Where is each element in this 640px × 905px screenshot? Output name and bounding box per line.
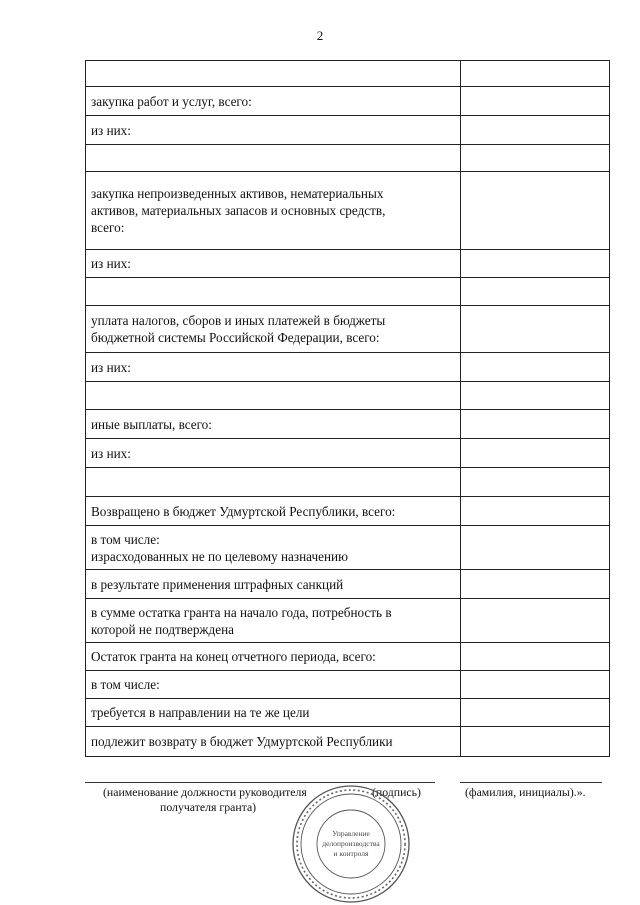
row-label	[86, 468, 461, 497]
row-label	[86, 145, 461, 172]
name-caption: (фамилия, инициалы).».	[465, 785, 586, 799]
row-value	[460, 87, 609, 116]
official-stamp	[290, 783, 412, 905]
row-value	[460, 172, 609, 250]
table-row	[86, 468, 610, 497]
table-row	[86, 643, 610, 671]
table-row	[86, 172, 610, 250]
row-label	[86, 382, 461, 410]
table-row	[86, 570, 610, 599]
row-value	[460, 497, 609, 526]
signature-caption: (подпись)	[372, 785, 421, 799]
row-value	[460, 643, 609, 671]
table-row	[86, 145, 610, 172]
row-value	[460, 278, 609, 306]
table-row	[86, 250, 610, 278]
row-label: в сумме остатка гранта на начало года, потребность в которой не подтверждена	[86, 599, 461, 643]
row-value	[460, 570, 609, 599]
position-caption-line1: (наименование должности руководителя	[103, 785, 307, 799]
row-value	[460, 306, 609, 353]
table-row	[86, 353, 610, 382]
row-value	[460, 699, 609, 727]
row-label: в результате применения штрафных санкций	[86, 570, 461, 599]
table-row	[86, 382, 610, 410]
table-row	[86, 699, 610, 727]
grant-report-table	[85, 60, 610, 757]
row-label: иные выплаты, всего:	[86, 410, 461, 439]
row-value	[460, 671, 609, 699]
row-value	[460, 145, 609, 172]
row-value	[460, 250, 609, 278]
position-caption-line2: получателя гранта)	[160, 800, 257, 814]
page-number: 2	[316, 28, 324, 43]
stamp-line1: Управление	[332, 829, 370, 838]
row-value	[460, 727, 609, 757]
table-row	[86, 439, 610, 468]
row-value	[460, 353, 609, 382]
row-value	[460, 410, 609, 439]
table-row	[86, 116, 610, 145]
row-label: Остаток гранта на конец отчетного периода, всего:	[86, 643, 461, 671]
table-row	[86, 671, 610, 699]
table-row	[86, 87, 610, 116]
row-label: Возвращено в бюджет Удмуртской Республики, всего:	[86, 497, 461, 526]
row-label: в том числе: израсходованных не по целевому назначению	[86, 526, 461, 570]
table-row	[86, 61, 610, 87]
table-row	[86, 410, 610, 439]
row-label: закупка непроизведенных активов, нематериальных активов, материальных запасов и основных средств, всего:	[86, 172, 461, 250]
table-row	[86, 727, 610, 757]
row-label	[86, 61, 461, 87]
row-label: уплата налогов, сборов и иных платежей в бюджеты бюджетной системы Российской Федерации, всего:	[86, 306, 461, 353]
row-label: из них:	[86, 250, 461, 278]
stamp-line2: делопроизводства	[322, 839, 380, 848]
table-row	[86, 599, 610, 643]
row-value	[460, 599, 609, 643]
row-value	[460, 382, 609, 410]
row-label: в том числе:	[86, 671, 461, 699]
row-value	[460, 61, 609, 87]
table-row	[86, 497, 610, 526]
row-value	[460, 116, 609, 145]
table-row	[86, 306, 610, 353]
row-label: из них:	[86, 353, 461, 382]
stamp-line3: и контроля	[333, 849, 369, 858]
row-label: из них:	[86, 116, 461, 145]
row-label	[86, 278, 461, 306]
table-row	[86, 278, 610, 306]
row-label: подлежит возврату в бюджет Удмуртской Республики	[86, 727, 461, 757]
table-row	[86, 526, 610, 570]
name-signature-line	[460, 782, 602, 783]
row-label: требуется в направлении на те же цели	[86, 699, 461, 727]
row-label: из них:	[86, 439, 461, 468]
row-value	[460, 526, 609, 570]
row-value	[460, 468, 609, 497]
row-value	[460, 439, 609, 468]
row-label: закупка работ и услуг, всего:	[86, 87, 461, 116]
